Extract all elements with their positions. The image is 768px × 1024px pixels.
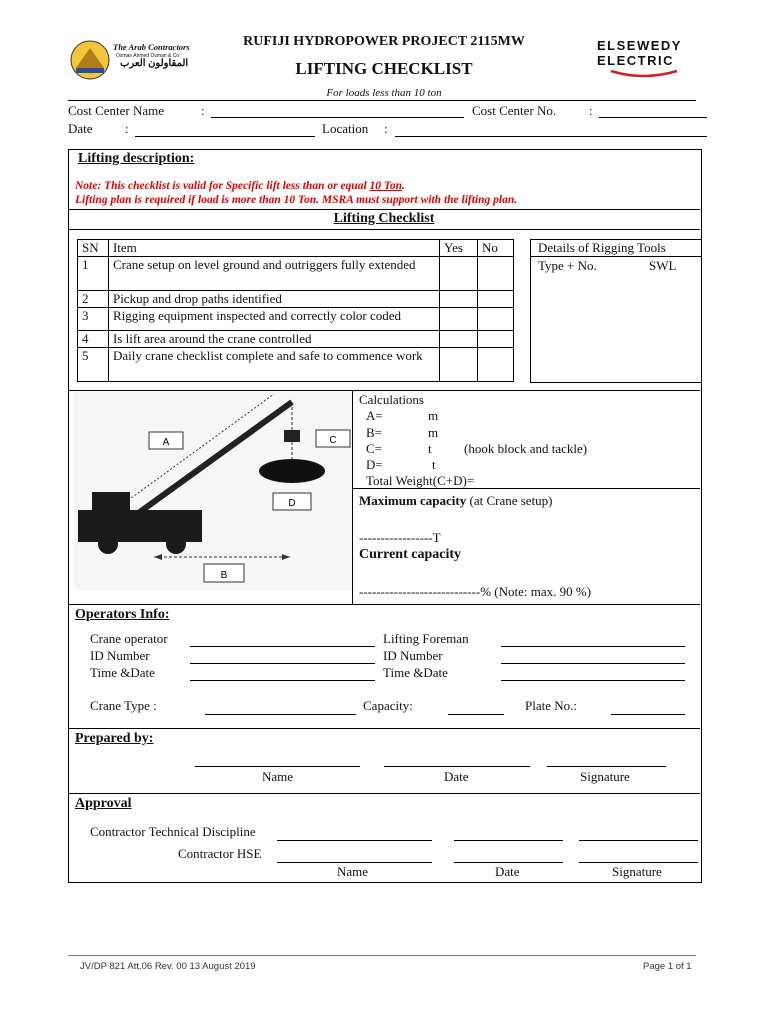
diagram-section-top-divider bbox=[68, 390, 700, 391]
crane-wheel-rear bbox=[166, 534, 186, 554]
document-subtitle: For loads less than 10 ton bbox=[326, 87, 442, 99]
load-ellipse bbox=[259, 459, 325, 483]
current-capacity-value[interactable]: ----------------------------% (Note: max. 90 %) bbox=[359, 584, 592, 599]
location-label: Location bbox=[322, 121, 369, 136]
arab-contractors-name: The Arab Contractors bbox=[113, 42, 190, 52]
foreman-time-date-field[interactable] bbox=[501, 680, 685, 681]
checklist-sn: 3 bbox=[78, 308, 109, 331]
footer-page-number: Page 1 of 1 bbox=[643, 961, 692, 972]
document-title: LIFTING CHECKLIST bbox=[295, 59, 473, 78]
checklist-sn: 4 bbox=[78, 331, 109, 348]
approval-name-label: Name bbox=[337, 864, 369, 879]
capacity-field[interactable] bbox=[448, 714, 504, 715]
crane-diagram bbox=[74, 392, 352, 590]
id-number-label: ID Number bbox=[90, 648, 150, 663]
prepared-name-label: Name bbox=[262, 769, 294, 784]
rigging-swl-label: SWL bbox=[649, 258, 677, 273]
calc-a-unit: m bbox=[428, 408, 439, 423]
time-date-field[interactable] bbox=[190, 680, 375, 681]
rigging-type-label: Type + No. bbox=[538, 258, 597, 273]
rigging-tools-divider bbox=[530, 256, 701, 257]
crane-wheel-front bbox=[98, 534, 118, 554]
calculations-title: Calculations bbox=[359, 392, 424, 407]
date-colon: : bbox=[125, 121, 129, 136]
calc-c-note: (hook block and tackle) bbox=[464, 441, 588, 456]
checklist-item: Daily crane checklist complete and safe to commence work bbox=[108, 348, 439, 382]
elsewedy-logo-line1: ELSEWEDY bbox=[597, 38, 682, 53]
cost-center-no-label: Cost Center No. bbox=[472, 103, 557, 118]
contractor-hse-label: Contractor HSE bbox=[178, 846, 262, 861]
calc-total-label: Total Weight(C+D)= bbox=[366, 473, 475, 488]
cost-center-no-field[interactable] bbox=[599, 117, 707, 118]
elsewedy-swoosh-icon bbox=[597, 69, 689, 79]
hse-date-field[interactable] bbox=[454, 862, 563, 863]
calc-a-label: A= bbox=[366, 408, 383, 423]
checklist-row bbox=[78, 291, 514, 308]
cost-center-name-colon: : bbox=[201, 103, 205, 118]
foreman-id-number-label: ID Number bbox=[383, 648, 443, 663]
arab-contractors-subname: Osman Ahmed Osman & Co. bbox=[116, 53, 181, 59]
approval-top-divider bbox=[68, 793, 700, 794]
checklist-no-cell[interactable] bbox=[478, 308, 514, 331]
max-capacity-label: Maximum capacity (at Crane setup) bbox=[359, 493, 553, 508]
lifting-note-2: Lifting plan is required if load is more than 10 Ton. MSRA must support with the lifting plan. bbox=[75, 194, 518, 206]
crane-type-field[interactable] bbox=[205, 714, 356, 715]
calc-c-label: C= bbox=[366, 441, 383, 456]
elsewedy-logo bbox=[597, 38, 689, 82]
label-d: D bbox=[288, 498, 296, 509]
project-title: RUFIJI HYDROPOWER PROJECT 2115MW bbox=[243, 34, 525, 49]
prepared-top-divider bbox=[68, 728, 700, 729]
checklist-title-top-divider bbox=[68, 209, 700, 210]
crane-body bbox=[78, 510, 202, 542]
technical-date-field[interactable] bbox=[454, 840, 563, 841]
foreman-time-date-label: Time &Date bbox=[383, 665, 448, 680]
lifting-description-title: Lifting description: bbox=[78, 151, 195, 166]
crane-operator-label: Crane operator bbox=[90, 631, 168, 646]
checklist-no-cell[interactable] bbox=[478, 331, 514, 348]
hse-signature-field[interactable] bbox=[579, 862, 698, 863]
checklist-header-no: No bbox=[478, 240, 514, 257]
checklist-sn: 2 bbox=[78, 291, 109, 308]
checklist-yes-cell[interactable] bbox=[440, 331, 478, 348]
prepared-signature-field[interactable] bbox=[547, 766, 666, 767]
crane-diagram-background bbox=[74, 392, 352, 590]
checklist-no-cell[interactable] bbox=[478, 348, 514, 382]
calc-c-unit: t bbox=[428, 441, 432, 456]
label-c: C bbox=[329, 435, 337, 446]
date-field[interactable] bbox=[135, 136, 315, 137]
checklist-yes-cell[interactable] bbox=[440, 291, 478, 308]
checklist-row bbox=[78, 348, 514, 382]
approval-date-label: Date bbox=[495, 864, 520, 879]
crane-operator-field[interactable] bbox=[190, 646, 375, 647]
contractor-technical-label: Contractor Technical Discipline bbox=[90, 824, 256, 839]
plate-no-label: Plate No.: bbox=[525, 698, 577, 713]
max-capacity-value[interactable]: -----------------T bbox=[359, 530, 441, 545]
checklist-header-yes: Yes bbox=[440, 240, 478, 257]
crane-type-label: Crane Type : bbox=[90, 698, 157, 713]
lifting-note-limit: 10 Ton bbox=[369, 180, 403, 192]
label-b: B bbox=[220, 570, 228, 581]
header-divider bbox=[68, 100, 696, 101]
operators-info-title: Operators Info: bbox=[75, 607, 170, 622]
approval-signature-label: Signature bbox=[612, 864, 662, 879]
current-capacity-label: Current capacity bbox=[359, 547, 461, 562]
checklist-no-cell[interactable] bbox=[478, 257, 514, 291]
prepared-by-title: Prepared by: bbox=[75, 731, 154, 746]
approval-title: Approval bbox=[75, 796, 132, 811]
checklist-item: Crane setup on level ground and outriggers fully extended bbox=[108, 257, 439, 291]
lifting-foreman-label: Lifting Foreman bbox=[383, 631, 469, 646]
checklist-yes-cell[interactable] bbox=[440, 308, 478, 331]
hse-name-field[interactable] bbox=[277, 862, 432, 863]
hook-block bbox=[284, 430, 300, 442]
id-number-field[interactable] bbox=[190, 663, 375, 664]
calc-b-unit: m bbox=[428, 425, 439, 440]
checklist-yes-cell[interactable] bbox=[440, 257, 478, 291]
checklist-title: Lifting Checklist bbox=[333, 211, 435, 226]
footer-doc-ref: JV/DP 821 Att.06 Rev. 00 13 August 2019 bbox=[80, 961, 256, 972]
lifting-foreman-field[interactable] bbox=[501, 646, 685, 647]
checklist-item: Rigging equipment inspected and correctly color coded bbox=[108, 308, 439, 331]
checklist-row bbox=[78, 308, 514, 331]
calc-b-label: B= bbox=[366, 425, 383, 440]
footer-divider bbox=[68, 955, 696, 956]
calc-d-label: D= bbox=[366, 457, 383, 472]
checklist-sn: 5 bbox=[78, 348, 109, 382]
checklist-row bbox=[78, 257, 514, 291]
checklist-sn: 1 bbox=[78, 257, 109, 291]
elsewedy-logo-line2: ELECTRIC bbox=[597, 53, 674, 68]
technical-signature-field[interactable] bbox=[579, 840, 698, 841]
date-label: Date bbox=[68, 121, 93, 136]
rigging-tools-title: Details of Rigging Tools bbox=[538, 240, 666, 255]
checklist-header-item: Item bbox=[108, 240, 439, 257]
label-a: A bbox=[162, 437, 170, 448]
checklist-header-row bbox=[78, 240, 514, 257]
technical-name-field[interactable] bbox=[277, 840, 432, 841]
prepared-date-label: Date bbox=[444, 769, 469, 784]
arab-contractors-arabic: المقاولون العرب bbox=[120, 58, 189, 69]
checklist-row bbox=[78, 331, 514, 348]
checklist-header-sn: SN bbox=[78, 240, 109, 257]
cost-center-no-colon: : bbox=[589, 103, 593, 118]
prepared-date-field[interactable] bbox=[384, 766, 530, 767]
prepared-signature-label: Signature bbox=[580, 769, 630, 784]
time-date-label: Time &Date bbox=[90, 665, 155, 680]
checklist-title-bottom-divider bbox=[68, 229, 700, 230]
lifting-checklist-table bbox=[77, 239, 514, 382]
plate-no-field[interactable] bbox=[611, 714, 685, 715]
operators-top-divider bbox=[68, 604, 700, 605]
checklist-item: Pickup and drop paths identified bbox=[108, 291, 439, 308]
lifting-note-1: Note: This checklist is valid for Specific lift less than or equal 10 Ton. bbox=[75, 180, 405, 192]
location-colon: : bbox=[384, 121, 388, 136]
prepared-name-field[interactable] bbox=[195, 766, 360, 767]
capacity-label: Capacity: bbox=[363, 698, 413, 713]
calc-d-unit: t bbox=[432, 457, 436, 472]
cost-center-name-label: Cost Center Name bbox=[68, 103, 165, 118]
crane-cab bbox=[92, 492, 130, 512]
checklist-item: Is lift area around the crane controlled bbox=[108, 331, 439, 348]
cost-center-name-field[interactable] bbox=[211, 117, 464, 118]
checklist-no-cell[interactable] bbox=[478, 291, 514, 308]
calculations-left-border bbox=[352, 390, 353, 604]
foreman-id-number-field[interactable] bbox=[501, 663, 685, 664]
checklist-yes-cell[interactable] bbox=[440, 348, 478, 382]
location-field[interactable] bbox=[395, 136, 707, 137]
